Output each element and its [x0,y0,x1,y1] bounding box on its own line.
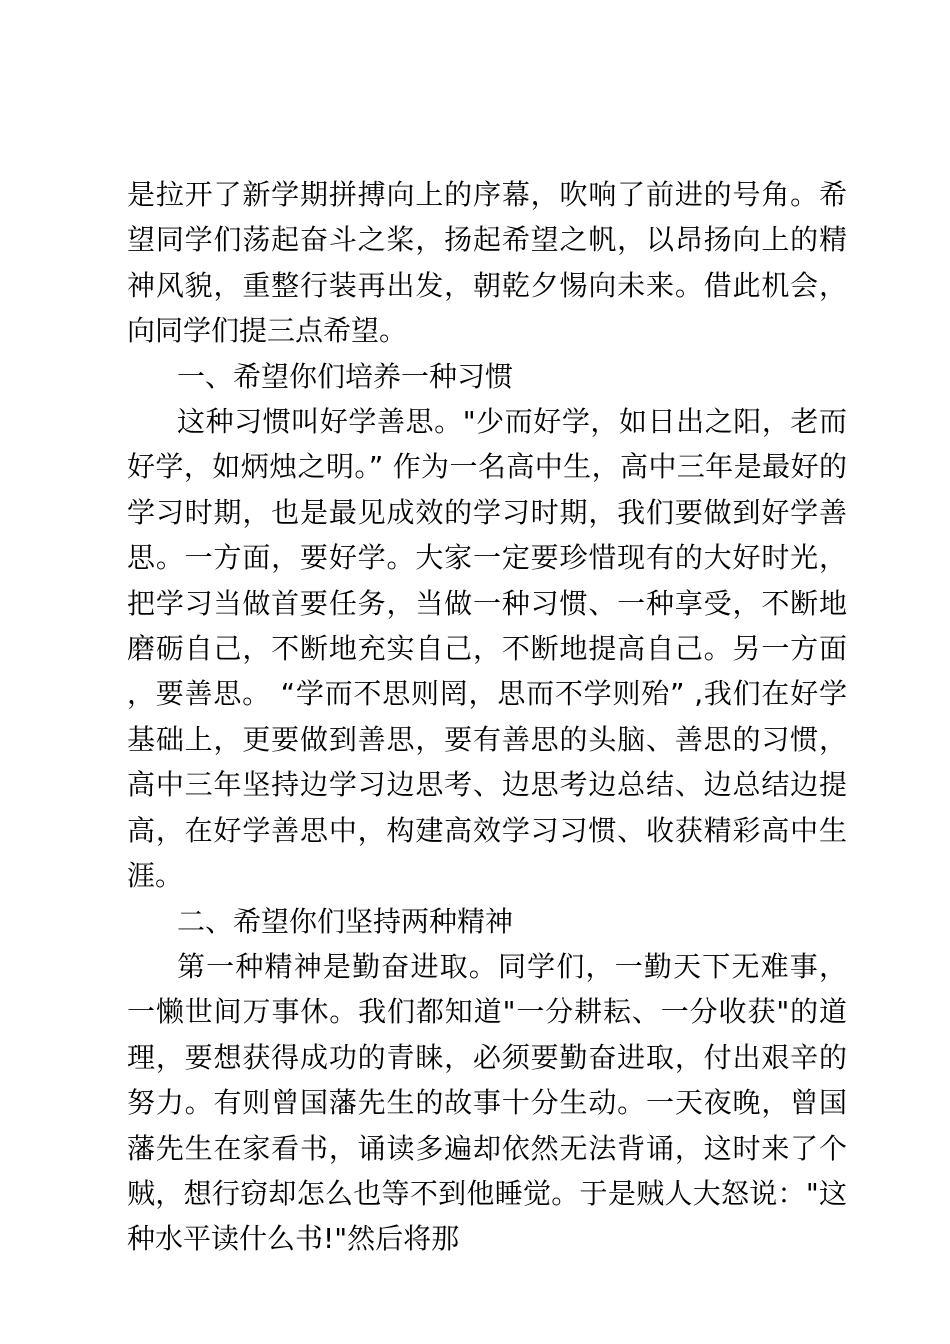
paragraph-habit: 这种习惯叫好学善思。"少而好学，如日出之阳，老而好学，如炳烛之明。” 作为一名高中生，高中三年是最好的学习时期，也是最见成效的学习时期，我们要做到好学善思。一方面，要好学。大家一定要珍惜现有的大好时光，把学习当做首要任务，当做一种习惯、一种享受，不断地磨砺自己，不断地充实自己，不断地提高自己。另一方面，要善思。 “学而不思则罔，思而不学则殆” ,我们在好学基础上，更要做到善思，要有善思的头脑、善思的习惯，高中三年坚持边学习边思考、边思考边总结、边总结边提高，在好学善思中，构建高效学习习惯、收获精彩高中生涯。 [127,405,847,893]
paragraph-intro: 是拉开了新学期拼搏向上的序幕，吹响了前进的号角。希望同学们荡起奋斗之桨，扬起希望之帆，以昂扬向上的精神风貌，重整行装再出发，朝乾夕惕向未来。借此机会，向同学们提三点希望。 [127,178,847,348]
paragraph-diligence: 第一种精神是勤奋进取。同学们，一勤天下无难事，一懒世间万事休。我们都知道"一分耕耘、一分收获"的道理，要想获得成功的青睐，必须要勤奋进取，付出艰辛的努力。有则曾国藩先生的故事十分生动。一天夜晚，曾国藩先生在家看书，诵读多遍却依然无法背诵，这时来了个贼，想行窃却怎么也等不到他睡觉。于是贼人大怒说："这种水平读什么书!"然后将那 [127,949,847,1256]
document-body [127,172,847,1262]
section-heading-1: 一、希望你们培养一种习惯 [177,359,514,393]
section-heading-2: 二、希望你们坚持两种精神 [177,904,514,938]
